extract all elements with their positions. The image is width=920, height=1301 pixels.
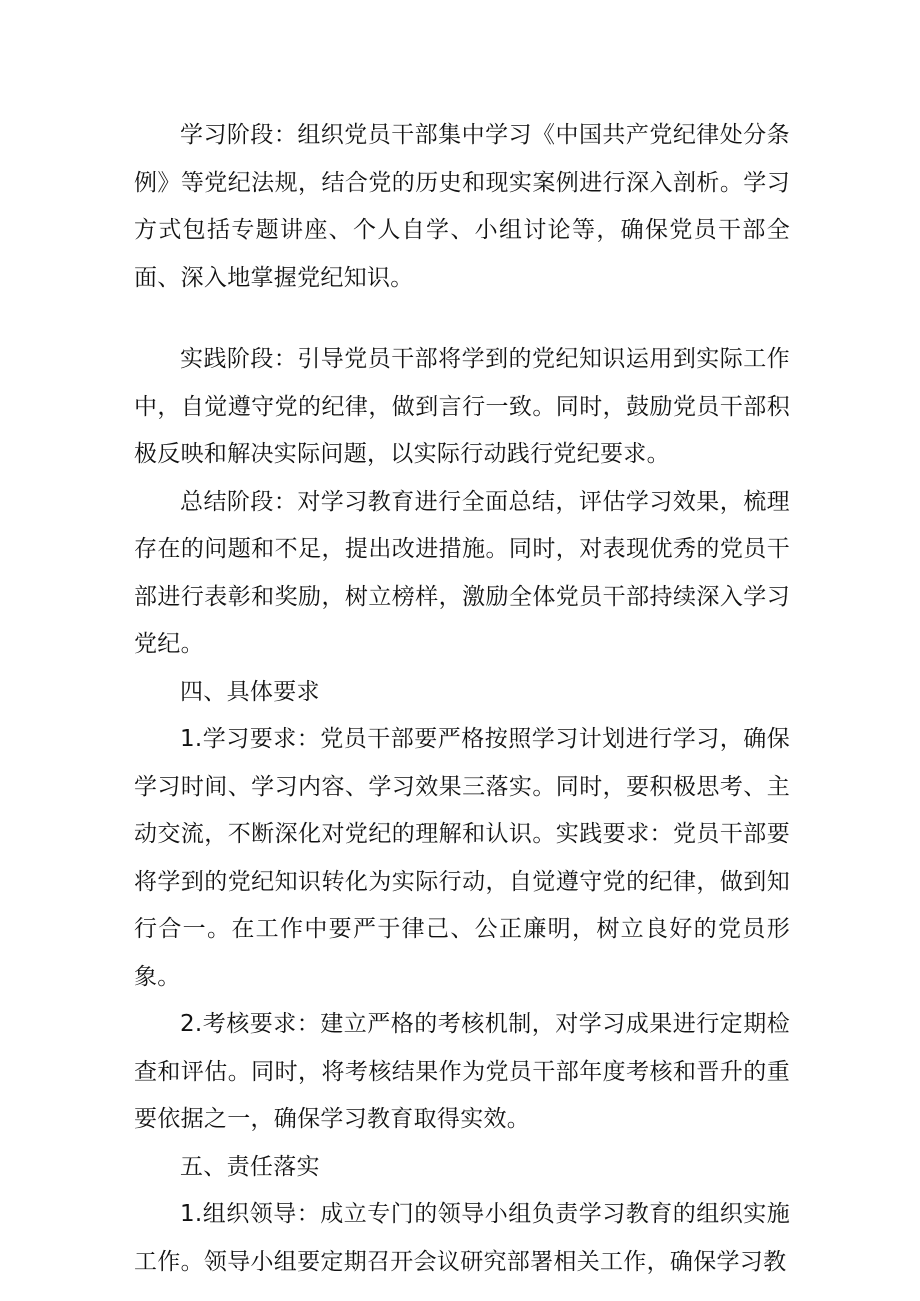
paragraph-study-requirement: 1.学习要求：党员干部要严格按照学习计划进行学习，确保学习时间、学习内容、学习效果三落实。同时，要积极思考、主动交流，不断深化对党纪的理解和认识。实践要求：党员干部要将学到的党纪知识转化为实际行动，自觉遵守党的纪律，做到知行合一。在工作中要严于律己、公正廉明，树立良好的党员形象。 [134, 726, 790, 990]
paragraph-study-phase: 学习阶段：组织党员干部集中学习《中国共产党纪律处分条例》等党纪法规，结合党的历史和现实案例进行深入剖析。学习方式包括专题讲座、个人自学、小组讨论等，确保党员干部全面、深入地掌握党纪知识。 [134, 122, 790, 291]
section-heading-specific-requirements: 四、具体要求 [180, 678, 320, 705]
paragraph-practice-phase: 实践阶段：引导党员干部将学到的党纪知识运用到实际工作中，自觉遵守党的纪律，做到言行一致。同时，鼓励党员干部积极反映和解决实际问题，以实际行动践行党纪要求。 [134, 346, 790, 467]
paragraph-organization-leadership: 1.组织领导：成立专门的领导小组负责学习教育的组织实施工作。领导小组要定期召开会议研究部署相关工作，确保学习教 [134, 1201, 790, 1275]
document-body [134, 112, 790, 1286]
paragraph-summary-phase: 总结阶段：对学习教育进行全面总结，评估学习效果，梳理存在的问题和不足，提出改进措施。同时，对表现优秀的党员干部进行表彰和奖励，树立榜样，激励全体党员干部持续深入学习党纪。 [134, 488, 790, 657]
section-heading-responsibility: 五、责任落实 [180, 1153, 320, 1180]
paragraph-assessment-requirement: 2.考核要求：建立严格的考核机制，对学习成果进行定期检查和评估。同时，将考核结果作为党员干部年度考核和晋升的重要依据之一，确保学习教育取得实效。 [134, 1011, 790, 1132]
paragraph-spacer [134, 302, 790, 336]
